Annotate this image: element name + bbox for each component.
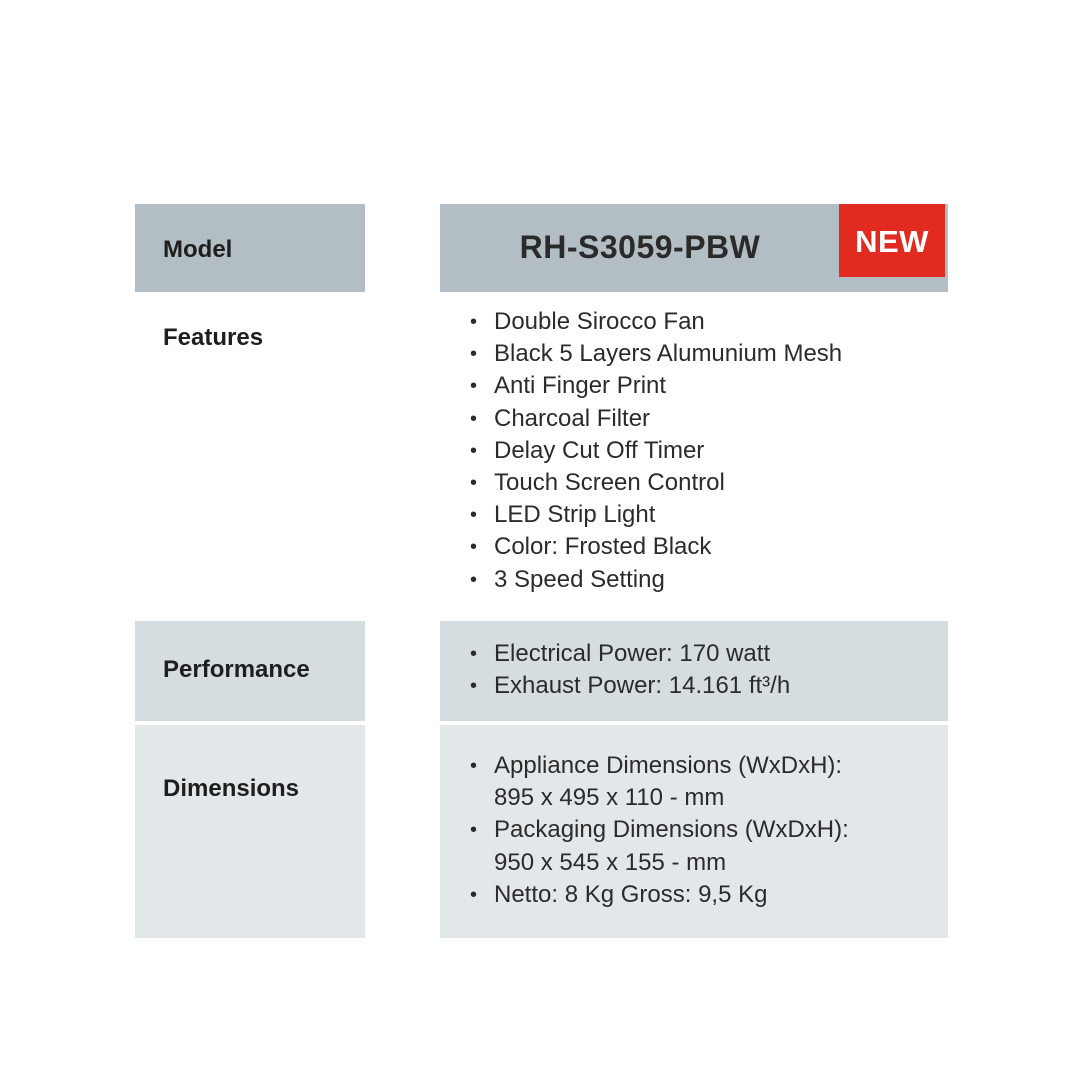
list-item: • Color: Frosted Black [470, 531, 842, 563]
list-item: • Appliance Dimensions (WxDxH): [470, 750, 849, 782]
list-item: • Black 5 Layers Alumunium Mesh [470, 338, 842, 370]
list-item: • Exhaust Power: 14.161 ft³/h [470, 670, 790, 702]
list-item: 950 x 545 x 155 - mm [494, 848, 727, 876]
model-value-cell [440, 204, 948, 292]
list-item: • 3 Speed Setting [470, 564, 842, 596]
list-item: • Anti Finger Print [470, 370, 842, 402]
dimensions-list [470, 750, 849, 911]
list-item: 895 x 495 x 110 - mm [494, 784, 725, 812]
features-label: Features [163, 324, 264, 351]
model-name: RH-S3059-PBW [519, 229, 761, 265]
list-item: • Packaging Dimensions (WxDxH): [470, 814, 849, 846]
performance-list [470, 638, 790, 702]
list-item: • Netto: 8 Kg Gross: 9,5 Kg [470, 879, 849, 911]
performance-label: Performance [135, 621, 365, 721]
list-item: • Electrical Power: 170 watt [470, 638, 790, 670]
performance-value-cell [440, 621, 948, 721]
dimensions-label: Dimensions [135, 725, 365, 938]
list-item: • Double Sirocco Fan [470, 306, 842, 338]
features-value-cell [440, 306, 948, 606]
new-badge: NEW [839, 204, 945, 277]
list-item: • Touch Screen Control [470, 467, 842, 499]
list-item: • Delay Cut Off Timer [470, 435, 842, 467]
list-item: • LED Strip Light [470, 499, 842, 531]
model-label: Model [135, 204, 365, 292]
list-item: • Charcoal Filter [470, 403, 842, 435]
dimensions-value-cell [440, 725, 948, 938]
features-list [470, 306, 842, 596]
